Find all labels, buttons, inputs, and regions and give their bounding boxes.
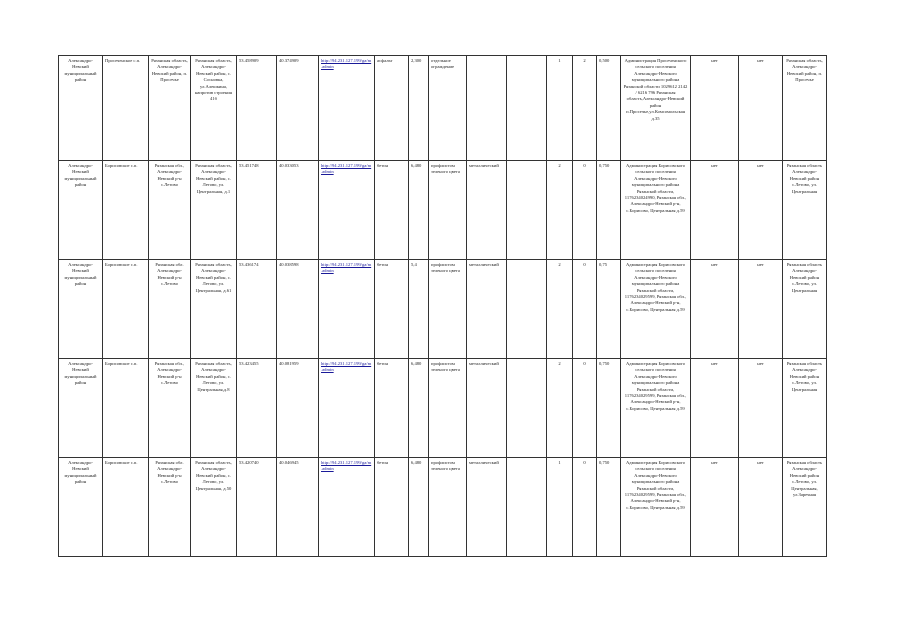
- cell-type: металлический: [467, 260, 507, 359]
- cell-address: Рязанская область, Александро-Невский район, с. Летово, ул. Центральная, д.61: [191, 260, 237, 359]
- cell-count: 2: [547, 260, 573, 359]
- cell-surface: бетон: [375, 458, 409, 557]
- cell-count: 2: [547, 359, 573, 458]
- cell-location: Рязанская обл., Александро-Невский р-н с.Летово: [149, 161, 191, 260]
- cell-type: металлический: [467, 458, 507, 557]
- cell-b2: нет: [739, 458, 783, 557]
- cell-vol: 0,750: [597, 161, 621, 260]
- cell-vol: 0,750: [597, 458, 621, 557]
- cell-settlement: Борисовское с.п.: [103, 458, 149, 557]
- cell-location: Рязанская обл., Александро-Невский р-н с.Летово: [149, 359, 191, 458]
- cell-lon: 40.038598: [277, 260, 319, 359]
- cell-cap: 0: [573, 458, 597, 557]
- cell-b2: нет: [739, 161, 783, 260]
- cell-district: Александро-Невский муниципальный район: [59, 56, 103, 161]
- cell-b2: нет: [739, 359, 783, 458]
- cell-cap: 0: [573, 260, 597, 359]
- cell-address: Рязанская область, Александро-Невский район, с. Сосновка, ул.Алешкина, напротив строения 41б: [191, 56, 237, 161]
- cell-area: 5,4: [409, 260, 429, 359]
- cell-count: 2: [547, 161, 573, 260]
- cell-type: металлический: [467, 359, 507, 458]
- cell-purpose: профлистом зеленого цвета: [429, 161, 467, 260]
- table-row: [59, 161, 827, 260]
- row-link-cell[interactable]: http://94.231.127.199/ga/m.admin: [319, 260, 375, 359]
- cell-purpose: отдельное ограждение: [429, 56, 467, 161]
- table-body: [59, 56, 827, 557]
- cell-cap: 0: [573, 161, 597, 260]
- cell-owner: Администрация Борисовского сельского поселения Александро-Невского муниципального района Рязанской области, 1176234024990, Рязанская обл., Александро-Невский р-н, с.Борисово, Центральная д.59: [621, 161, 691, 260]
- table-row: [59, 458, 827, 557]
- cell-source: Рязанская область Александро-Невский район с.Летово, ул. Центральная, ул.Заречная: [783, 458, 827, 557]
- cell-type: металлический: [467, 161, 507, 260]
- register-table: [58, 55, 827, 557]
- cell-settlement: Борисовское с.п.: [103, 359, 149, 458]
- cell-source: Рязанская область Александро-Невский район с.Летово, ул. Центральная: [783, 359, 827, 458]
- cell-owner: Администрация Борисовского сельского поселения Александро-Невского муниципального района Рязанской области, 1176234029599, Рязанская обл., Александро-Невский р-н, с.Борисово, Центральная д.59: [621, 458, 691, 557]
- cell-address: Рязанская область, Александро-Невский район, с. Летово, ул. Центральная, д.1: [191, 161, 237, 260]
- cell-b2: нет: [739, 56, 783, 161]
- cell-lon: 40.374909: [277, 56, 319, 161]
- cell-surface: бетон: [375, 161, 409, 260]
- document-page: [58, 55, 827, 557]
- cell-count: 1: [547, 458, 573, 557]
- cell-surface: асфальт: [375, 56, 409, 161]
- cell-lat: 53.458909: [237, 56, 277, 161]
- cell-purpose: профлистом зеленого цвета: [429, 359, 467, 458]
- cell-c1: [507, 161, 547, 260]
- cell-lon: 40.081959: [277, 359, 319, 458]
- cell-district: Александро-Невский муниципальный район: [59, 260, 103, 359]
- cell-area: 6,480: [409, 359, 429, 458]
- cell-lat: 53.420740: [237, 458, 277, 557]
- cell-source: Рязанская область Александро-Невский район с.Летово, ул. Центральная: [783, 161, 827, 260]
- cell-lon: 40.046945: [277, 458, 319, 557]
- cell-vol: 0,500: [597, 56, 621, 161]
- row-link-cell[interactable]: http://94.231.127.199/ga/m.admin: [319, 56, 375, 161]
- cell-lat: 53.451748: [237, 161, 277, 260]
- cell-owner: Администрация Борисовского сельского поселения Александро-Невского муниципального района Рязанской области, 1176234029599, Рязанская обл., Александро-Невский р-н, с.Борисово, Центральная д.59: [621, 260, 691, 359]
- cell-address: Рязанская область, Александро-Невский район, с. Летово, ул. Центральная,д.8: [191, 359, 237, 458]
- cell-area: 2,300: [409, 56, 429, 161]
- cell-c1: [507, 359, 547, 458]
- cell-c1: [507, 56, 547, 161]
- cell-cap: 0: [573, 359, 597, 458]
- cell-area: 6,480: [409, 161, 429, 260]
- row-link-cell[interactable]: http://94.231.127.199/ga/m.admin: [319, 161, 375, 260]
- cell-b2: нет: [739, 260, 783, 359]
- cell-surface: бетон: [375, 260, 409, 359]
- cell-count: 1: [547, 56, 573, 161]
- cell-owner: Администрация Просеченского сельского поселения Александро-Невского муниципального района Рязанской области 1029612 2142 / 6216 796 Рязанская область,Александро-Невский район п.Просечье,ул.Комсомольская д.35: [621, 56, 691, 161]
- table-row: [59, 260, 827, 359]
- cell-c1: [507, 458, 547, 557]
- cell-cap: 2: [573, 56, 597, 161]
- cell-purpose: профлистом зеленого цвета: [429, 458, 467, 557]
- cell-type: [467, 56, 507, 161]
- cell-b1: нет: [691, 359, 739, 458]
- cell-location: Рязанская обл. Александро-Невский р-н с.Летово: [149, 458, 191, 557]
- cell-settlement: Борисовское с.п.: [103, 161, 149, 260]
- cell-vol: 0,75: [597, 260, 621, 359]
- cell-area: 6,480: [409, 458, 429, 557]
- table-row: [59, 56, 827, 161]
- cell-settlement: Борисовское с.п.: [103, 260, 149, 359]
- cell-location: Рязанская обл. Александро-Невский р-н с.Летово: [149, 260, 191, 359]
- cell-c1: [507, 260, 547, 359]
- cell-b1: нет: [691, 56, 739, 161]
- cell-source: Рязанская область Александро-Невский район с.Летово, ул. Центральная: [783, 260, 827, 359]
- cell-address: Рязанская область, Александро-Невский район, с. Летово, ул. Центральная, д.50: [191, 458, 237, 557]
- cell-purpose: профлистом зеленого цвета: [429, 260, 467, 359]
- row-link-cell[interactable]: http://94.231.127.199/ga/m.admin: [319, 359, 375, 458]
- cell-district: Александро-Невский муниципальный район: [59, 161, 103, 260]
- cell-source: Рязанская область, Александро-Невский район, п. Просечье: [783, 56, 827, 161]
- cell-lon: 40.033053: [277, 161, 319, 260]
- cell-b1: нет: [691, 458, 739, 557]
- row-link-cell[interactable]: http://94.231.127.199/ga/m.admin: [319, 458, 375, 557]
- cell-b1: нет: [691, 161, 739, 260]
- cell-district: Александро-Невский муниципальный район: [59, 458, 103, 557]
- cell-b1: нет: [691, 260, 739, 359]
- cell-owner: Администрация Борисовского сельского поселения Александро-Невского муниципального района Рязанской области, 1176234029599, Рязанская обл., Александро-Невский р-н, с.Борисово, Центральная д.59: [621, 359, 691, 458]
- table-row: [59, 359, 827, 458]
- cell-lat: 53.423455: [237, 359, 277, 458]
- cell-location: Рязанская область, Александро-Невский район, п. Просечье: [149, 56, 191, 161]
- cell-district: Александро-Невский муниципальный район: [59, 359, 103, 458]
- cell-surface: бетон: [375, 359, 409, 458]
- cell-vol: 0,750: [597, 359, 621, 458]
- cell-lat: 53.436174: [237, 260, 277, 359]
- cell-settlement: Просеченское с.п.: [103, 56, 149, 161]
